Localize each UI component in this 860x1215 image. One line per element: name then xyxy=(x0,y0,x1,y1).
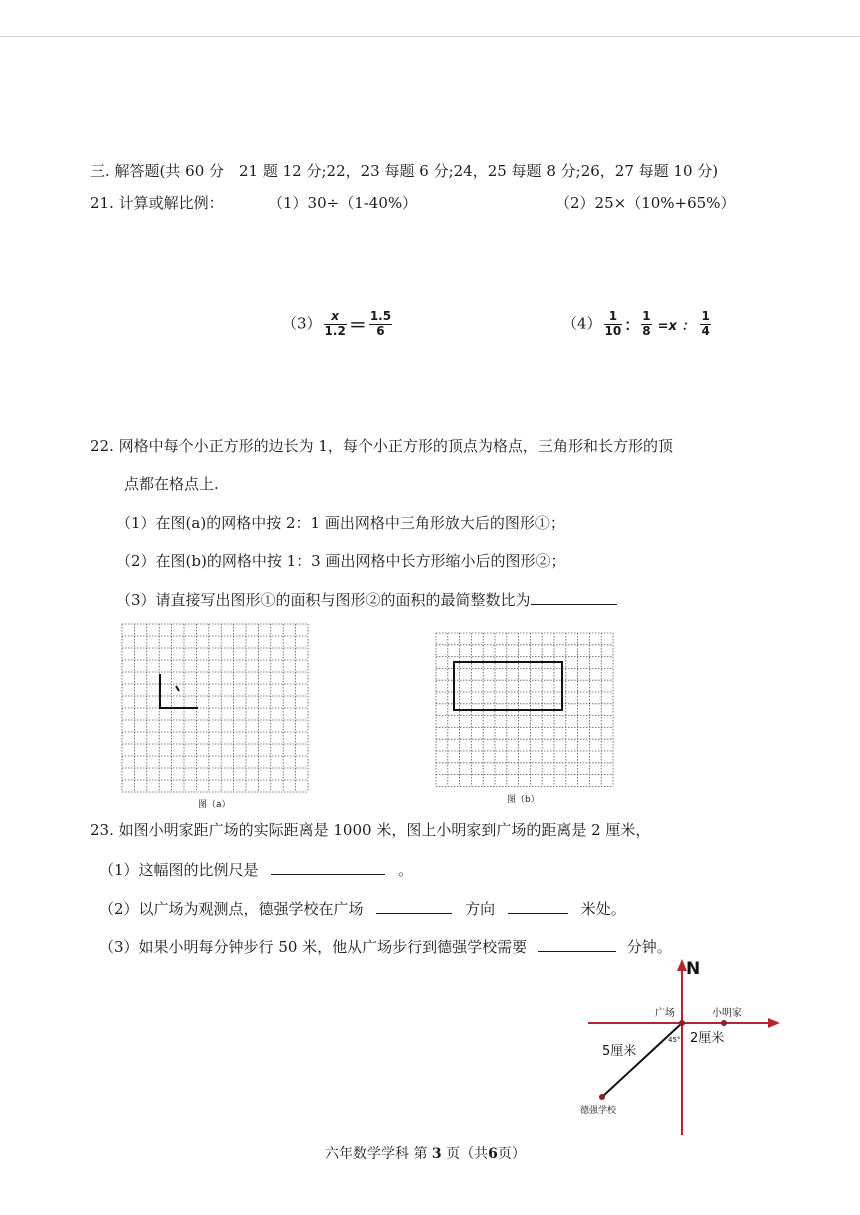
fraction-numerator: 1 xyxy=(604,310,623,325)
equals-sign: ＝ xyxy=(348,315,367,337)
q23-part3-text: （3）如果小明每分钟步行 50 米，他从广场步行到德强学校需要 xyxy=(99,938,528,956)
fraction-denominator: 10 xyxy=(604,323,622,338)
triangle-hypotenuse-fragment xyxy=(176,686,179,691)
fraction xyxy=(324,310,347,339)
q22-stem-line2: 点都在格点上. xyxy=(124,475,219,493)
east-arrow-icon xyxy=(768,1018,780,1028)
school-distance-label: 5厘米 xyxy=(602,1044,637,1059)
home-point xyxy=(721,1020,727,1026)
footer-text: 页） xyxy=(497,1146,526,1162)
q23-part3 xyxy=(99,936,672,957)
footer-text: 页（共 xyxy=(441,1146,489,1162)
page-top-rule xyxy=(0,36,860,37)
q23-part2-text: （2）以广场为观测点，德强学校在广场 xyxy=(99,900,364,918)
fraction xyxy=(369,310,392,339)
q21-part1: （1）30÷（1-40%） xyxy=(268,194,418,212)
answer-blank[interactable] xyxy=(271,860,385,875)
home-distance-label: 2厘米 xyxy=(690,1031,725,1046)
fraction-denominator: 1.2 xyxy=(324,323,346,338)
section-header: 三. 解答题(共 60 分 21 题 12 分;22，23 每题 6 分;24，25 每题 8 分;26，27 每题 10 分) xyxy=(90,162,719,180)
rectangle-shape xyxy=(454,662,562,710)
direction-map xyxy=(578,955,790,1137)
grid-b xyxy=(434,631,616,789)
north-label: N xyxy=(686,959,701,979)
grid-b-caption: 图（b） xyxy=(507,795,540,805)
ratio-colon: ： xyxy=(624,315,640,334)
school-point xyxy=(599,1094,605,1100)
q22-part3 xyxy=(116,589,617,610)
answer-blank[interactable] xyxy=(508,899,568,914)
plaza-point xyxy=(679,1020,685,1026)
page-footer xyxy=(325,1143,526,1163)
grid-a xyxy=(120,622,312,794)
q21-stem: 21. 计算或解比例： xyxy=(90,194,224,212)
q22-stem-line1: 22. 网格中每个小正方形的边长为 1，每个小正方形的顶点为格点，三角形和长方形的顶 xyxy=(90,437,673,455)
q23-part2 xyxy=(99,898,626,919)
home-label: 小明家 xyxy=(712,1008,742,1019)
angle-label: 45° xyxy=(668,1036,681,1044)
fraction xyxy=(641,310,651,339)
fraction-denominator: 8 xyxy=(642,323,651,338)
q21-part2: （2）25×（10%+65%） xyxy=(555,194,736,212)
q22-part1: （1）在图(a)的网格中按 2：1 画出网格中三角形放大后的图形①； xyxy=(116,514,565,532)
q23-part1-text: （1）这幅图的比例尺是 xyxy=(99,861,259,879)
q21-part3-label: （3） xyxy=(282,314,322,333)
school-label: 德强学校 xyxy=(580,1106,617,1116)
fraction-numerator: 1.5 xyxy=(369,309,392,323)
fraction-denominator: 4 xyxy=(701,323,710,338)
fraction xyxy=(604,310,623,339)
q21-part3 xyxy=(282,310,394,339)
fraction-denominator: 6 xyxy=(376,323,385,338)
q22-part2: （2）在图(b)的网格中按 1：3 画出网格中长方形缩小后的图形②； xyxy=(116,552,566,570)
plaza-label: 广场 xyxy=(655,1008,675,1019)
fraction-numerator: 1 xyxy=(642,309,651,323)
grid-a-caption: 图（a） xyxy=(198,800,231,810)
page-number: 3 xyxy=(431,1146,442,1162)
q23-part1-end: 。 xyxy=(398,861,414,879)
answer-blank[interactable] xyxy=(538,937,616,952)
answer-blank[interactable] xyxy=(376,899,452,914)
answer-blank[interactable] xyxy=(531,590,617,605)
fraction-numerator: x xyxy=(324,310,347,325)
page-total: 6 xyxy=(488,1146,498,1162)
fraction xyxy=(700,310,710,339)
q23-part1 xyxy=(99,859,413,880)
q23-stem: 23. 如图小明家距广场的实际距离是 1000 米，图上小明家到广场的距离是 2 厘米， xyxy=(90,821,651,839)
school-line xyxy=(602,1023,682,1097)
q23-part3-end: 分钟。 xyxy=(626,938,672,956)
fraction-numerator: 1 xyxy=(701,309,710,323)
q23-part2-end: 米处。 xyxy=(580,900,626,918)
q23-part2-mid: 方向 xyxy=(465,900,496,918)
footer-text: 六年数学学科 第 xyxy=(325,1146,432,1162)
q21-part4-label: （4） xyxy=(562,314,602,333)
ratio-middle: =x ： xyxy=(657,318,695,334)
q22-part3-text: （3）请直接写出图形①的面积与图形②的面积的最简整数比为 xyxy=(116,591,531,609)
q21-part4 xyxy=(562,310,713,339)
